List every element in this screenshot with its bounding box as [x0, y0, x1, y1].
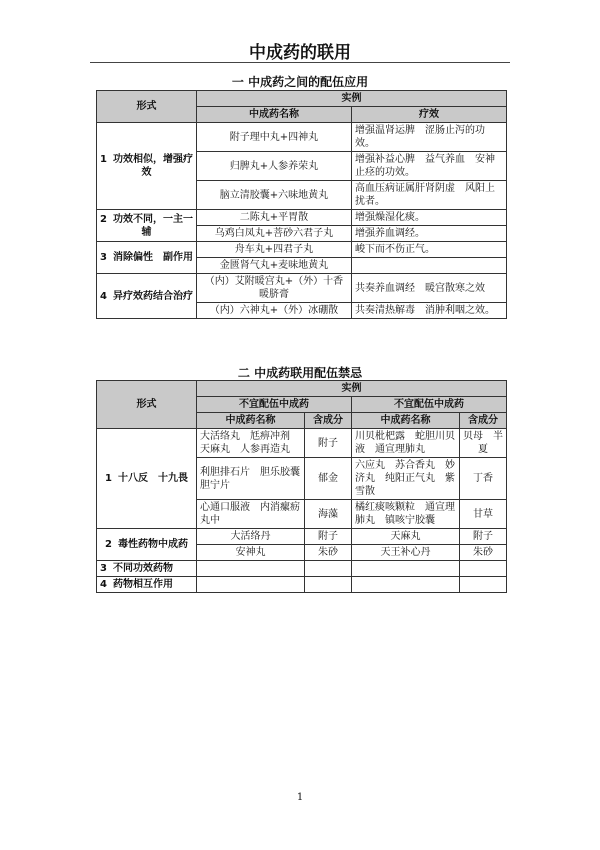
effect-text: 增强养血调经。	[352, 226, 507, 242]
table-row	[97, 242, 507, 258]
table-row	[97, 577, 507, 593]
ingredient-b	[460, 561, 507, 577]
group-number: 3	[100, 252, 107, 263]
medicine-name-b: 天麻丸	[352, 529, 460, 545]
form-cell	[97, 242, 197, 274]
group-label: 药物相互作用	[112, 579, 173, 590]
group-number: 1	[105, 473, 112, 484]
header-group-a: 不宜配伍中成药	[197, 397, 352, 413]
header-medicine-name: 中成药名称	[197, 413, 305, 429]
medicine-name-b	[352, 561, 460, 577]
medicine-name-a: 大活络丸 尪痹冲剂 天麻丸 人参再造丸	[197, 429, 305, 458]
table-header-row	[97, 91, 507, 107]
effect-text: 共奏清热解毒 消肿利咽之效。	[352, 303, 507, 319]
medicine-name-a: 心通口服液 内消瘰疬丸中	[197, 500, 305, 529]
medicine-name: 舟车丸+四君子丸	[197, 242, 352, 258]
effect-text: 峻下而不伤正气。	[352, 242, 507, 258]
form-cell	[97, 123, 197, 210]
medicine-name-b: 橘红痰咳颗粒 通宣理肺丸 镇咳宁胶囊	[352, 500, 460, 529]
ingredient-b: 附子	[460, 529, 507, 545]
header-ingredient: 含成分	[305, 413, 352, 429]
header-group-b: 不宜配伍中成药	[352, 397, 507, 413]
group-label: 毒性药物中成药	[117, 539, 188, 550]
table-row	[97, 529, 507, 545]
medicine-name: 乌鸡白凤丸+菩砂六君子丸	[197, 226, 352, 242]
effect-text: 增强补益心脾 益气养血 安神止痉的功效。	[352, 152, 507, 181]
group-label: 功效相似，增强疗效	[112, 154, 193, 178]
form-cell	[97, 529, 197, 561]
header-ingredient: 含成分	[460, 413, 507, 429]
medicine-name-b: 六应丸 苏合香丸 妙济丸 纯阳正气丸 紫雪散	[352, 458, 460, 500]
header-form: 形式	[97, 381, 197, 429]
ingredient-a	[305, 561, 352, 577]
effect-text	[352, 258, 507, 274]
ingredient-b	[460, 577, 507, 593]
form-cell	[97, 577, 197, 593]
ingredient-a: 海藻	[305, 500, 352, 529]
medicine-name: （内）艾附暖宫丸+（外）十香暖脐膏	[197, 274, 352, 303]
ingredient-a: 朱砂	[305, 545, 352, 561]
section1-heading: 一 中成药之间的配伍应用	[231, 75, 369, 89]
ingredient-a: 附子	[305, 429, 352, 458]
header-medicine-name: 中成药名称	[352, 413, 460, 429]
section2-heading: 二 中成药联用配伍禁忌	[237, 366, 363, 380]
table-row	[97, 274, 507, 303]
compatibility-table	[96, 90, 507, 319]
medicine-name-a	[197, 561, 305, 577]
table-row	[97, 561, 507, 577]
medicine-name: 脑立清胶囊+六味地黄丸	[197, 181, 352, 210]
title-divider	[90, 62, 510, 63]
table-header-row	[97, 381, 507, 397]
header-effect: 疗效	[352, 107, 507, 123]
form-cell	[97, 561, 197, 577]
ingredient-b: 贝母 半夏	[460, 429, 507, 458]
contraindication-table	[96, 380, 507, 593]
group-label: 不同功效药物	[112, 563, 173, 574]
effect-text: 增强温肾运脾 涩肠止泻的功效。	[352, 123, 507, 152]
form-cell	[97, 210, 197, 242]
ingredient-b: 丁香	[460, 458, 507, 500]
medicine-name: 附子理中丸+四神丸	[197, 123, 352, 152]
table-row	[97, 210, 507, 226]
group-label: 十八反 十九畏	[117, 473, 188, 484]
header-example: 实例	[197, 91, 507, 107]
medicine-name: 金匮肾气丸+麦味地黄丸	[197, 258, 352, 274]
group-label: 功效不同，一主一辅	[112, 213, 193, 238]
medicine-name: （内）六神丸+（外）冰硼散	[197, 303, 352, 319]
table-row	[97, 123, 507, 152]
medicine-name-a: 安神丸	[197, 545, 305, 561]
ingredient-a: 郁金	[305, 458, 352, 500]
group-number: 1	[100, 154, 107, 165]
form-cell	[97, 274, 197, 319]
group-number: 2	[100, 213, 107, 225]
medicine-name-a	[197, 577, 305, 593]
ingredient-a	[305, 577, 352, 593]
medicine-name-b: 天王补心丹	[352, 545, 460, 561]
header-example: 实例	[197, 381, 507, 397]
page-title: 中成药的联用	[249, 43, 351, 63]
effect-text: 高血压病证属肝肾阴虚 风阳上扰者。	[352, 181, 507, 210]
form-cell	[97, 429, 197, 529]
medicine-name-a: 利胆排石片 胆乐胶囊 胆宁片	[197, 458, 305, 500]
header-medicine-name: 中成药名称	[197, 107, 352, 123]
table-row	[97, 429, 507, 458]
ingredient-a: 附子	[305, 529, 352, 545]
group-number: 4	[100, 290, 107, 302]
group-number: 4	[100, 579, 107, 590]
medicine-name: 二陈丸+平胃散	[197, 210, 352, 226]
medicine-name-a: 大活络丹	[197, 529, 305, 545]
effect-text: 增强燥湿化痰。	[352, 210, 507, 226]
effect-text: 共奏养血调经 暖宫散寒之效	[352, 274, 507, 303]
medicine-name-b	[352, 577, 460, 593]
header-form: 形式	[97, 91, 197, 123]
ingredient-b: 甘草	[460, 500, 507, 529]
ingredient-b: 朱砂	[460, 545, 507, 561]
group-label: 消除偏性 副作用	[112, 252, 193, 263]
page-number: 1	[296, 792, 304, 803]
group-label: 异疗效药结合治疗	[112, 290, 193, 302]
group-number: 2	[105, 539, 112, 550]
medicine-name-b: 川贝枇杷露 蛇胆川贝液 通宣理肺丸	[352, 429, 460, 458]
medicine-name: 归脾丸+人参养荣丸	[197, 152, 352, 181]
group-number: 3	[100, 563, 107, 574]
